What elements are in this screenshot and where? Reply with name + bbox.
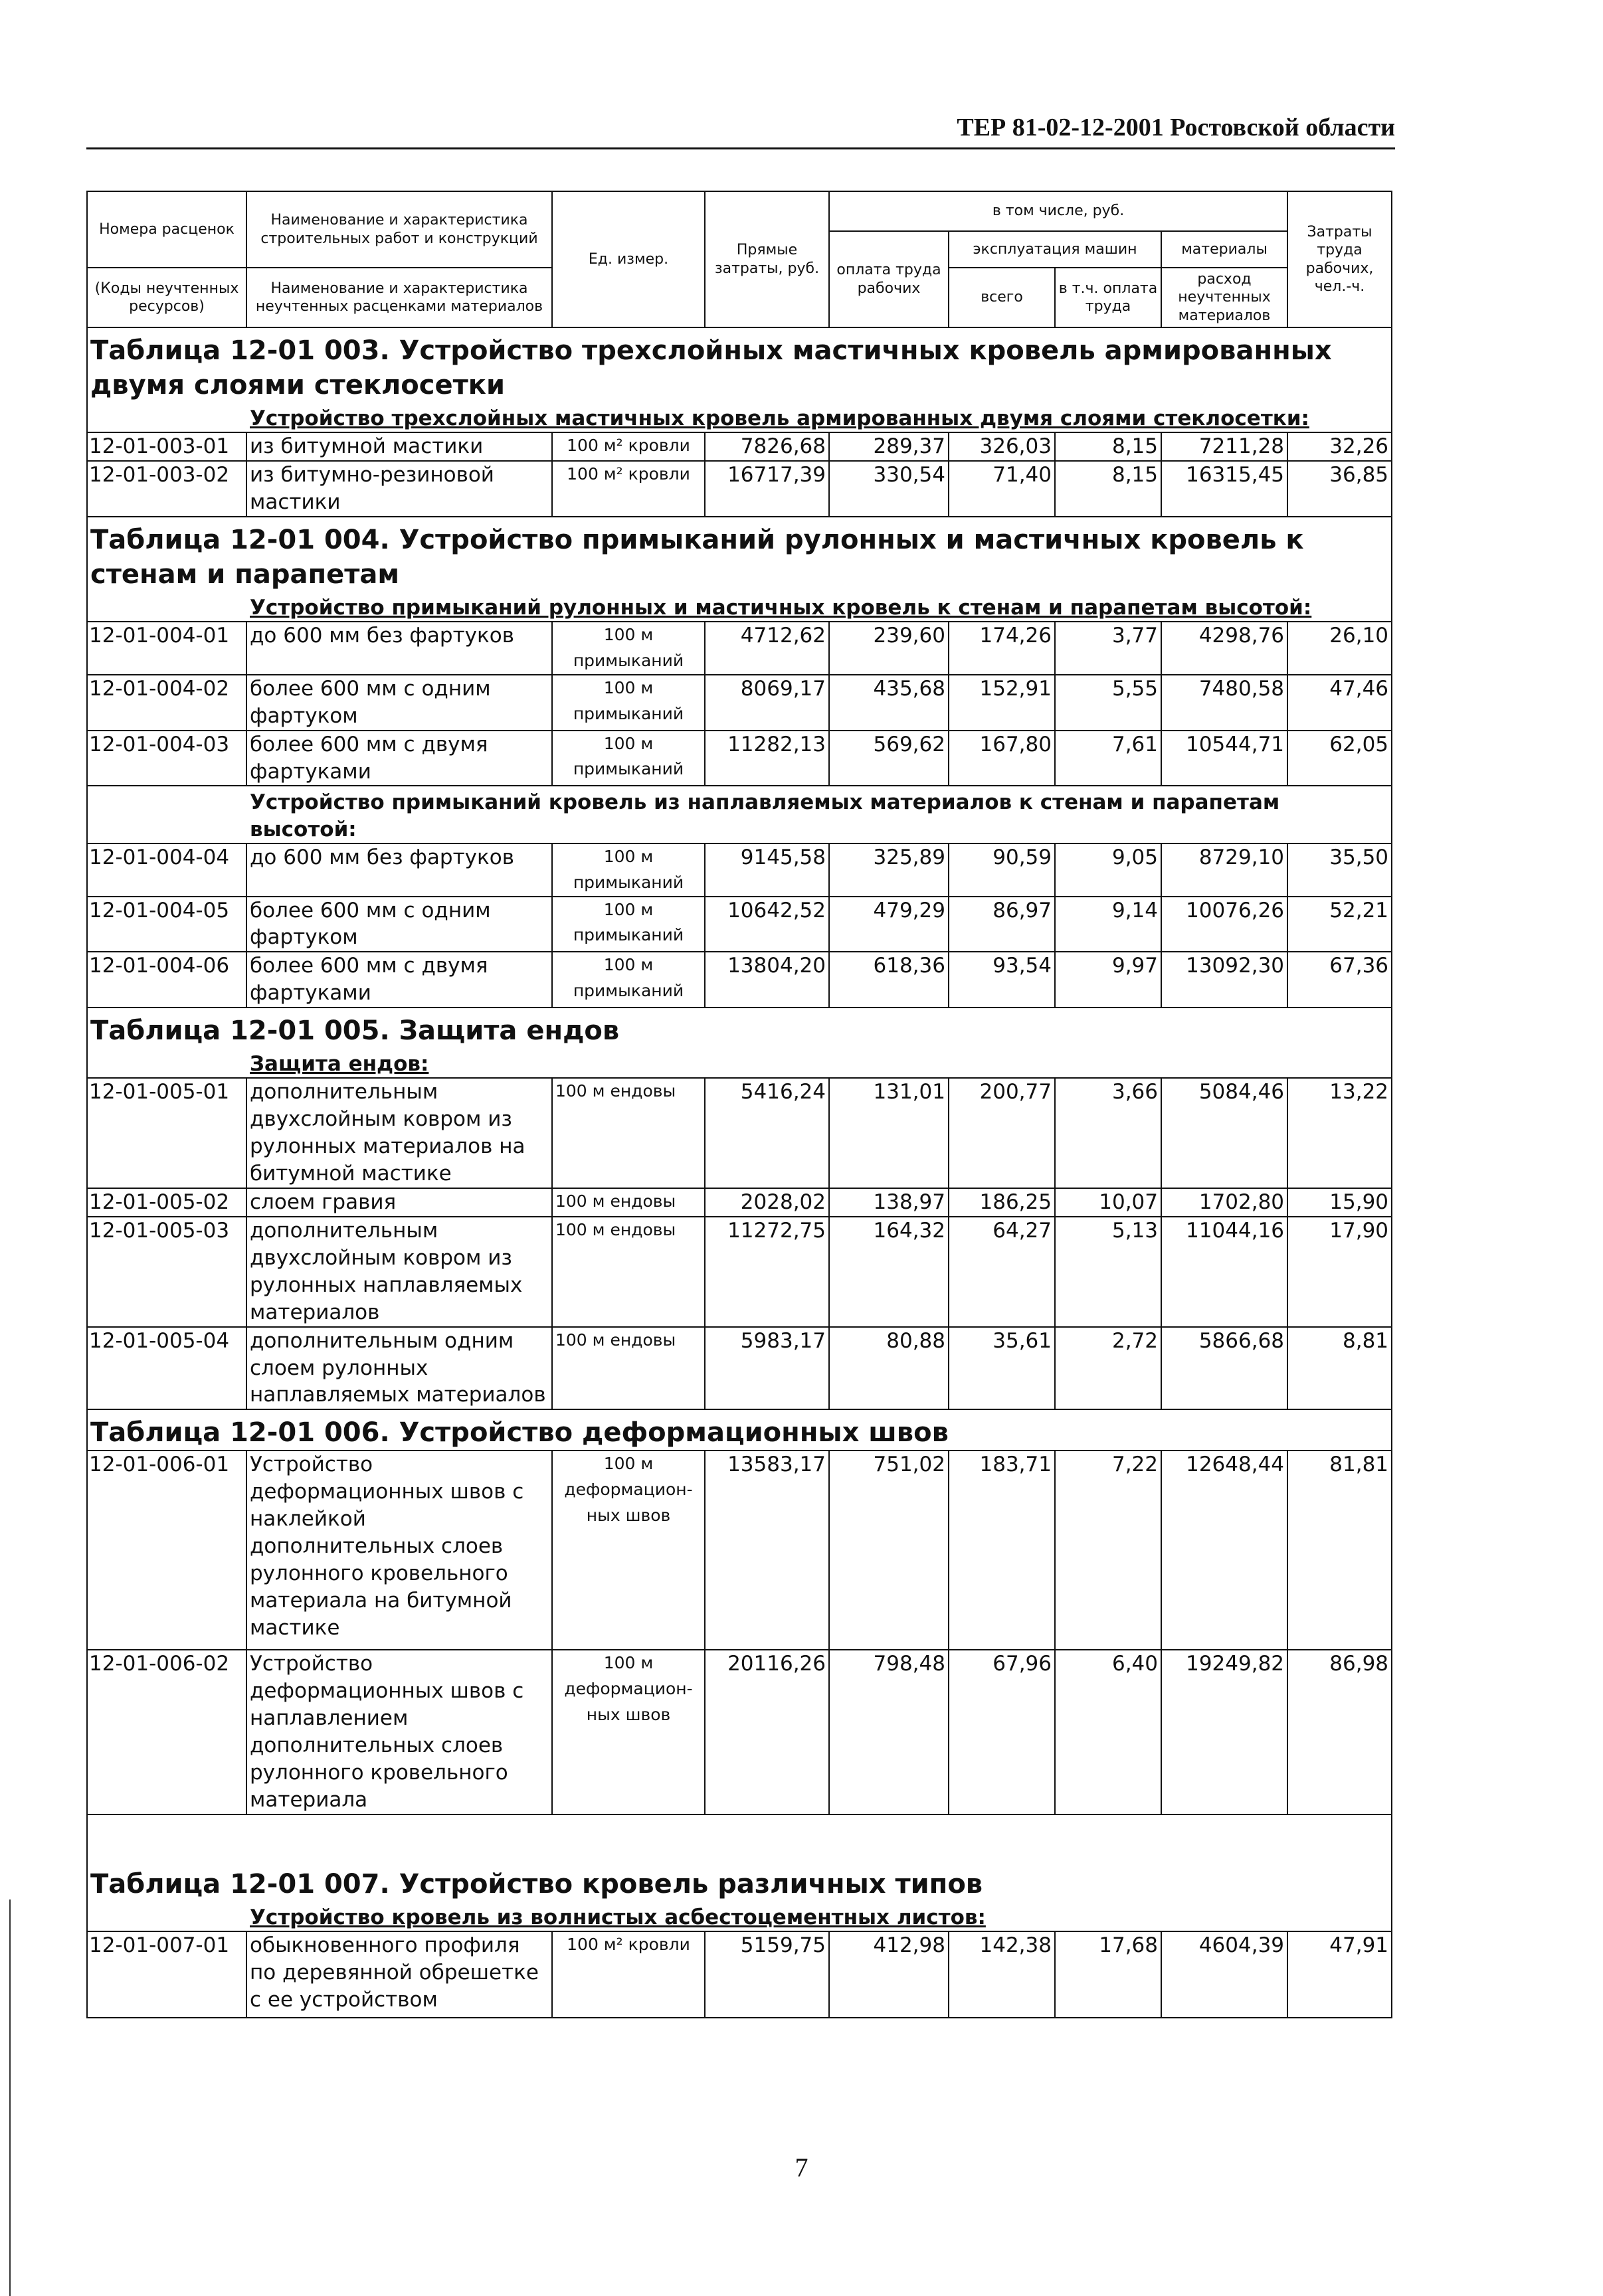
row-name: до 600 мм без фартуков <box>246 843 552 897</box>
row-code: 12-01-003-02 <box>87 461 246 517</box>
row-labor: 325,89 <box>829 843 949 897</box>
row-mach: 167,80 <box>949 731 1055 786</box>
row-unit: 100 м² кровли <box>552 432 705 461</box>
row-code: 12-01-005-02 <box>87 1188 246 1217</box>
row-hours: 52,21 <box>1287 897 1392 952</box>
section-title-003: Устройство трехслойных мастичных кровель армированных двумя слоями стеклосетки: <box>87 402 1392 432</box>
col-name-top: Наименование и характеристика строительных работ и конструкций <box>246 191 552 268</box>
row-mach: 200,77 <box>949 1078 1055 1188</box>
row-mach: 71,40 <box>949 461 1055 517</box>
row-direct: 5416,24 <box>705 1078 829 1188</box>
section-title-005: Защита ендов: <box>87 1048 1392 1078</box>
col-machines-total: всего <box>949 268 1055 327</box>
row-name: Устройство деформационных швов с наклейкой дополнительных слоев рулонного кровельного материала на битумной мастике <box>246 1451 552 1650</box>
row-mat: 16315,45 <box>1161 461 1287 517</box>
row-labor: 80,88 <box>829 1327 949 1410</box>
rates-table <box>86 191 1392 2018</box>
row-name: более 600 мм с двумя фартуками <box>246 952 552 1008</box>
row-mach: 64,27 <box>949 1217 1055 1327</box>
row-mach-labor: 8,15 <box>1055 461 1161 517</box>
row-mach-labor: 5,55 <box>1055 675 1161 731</box>
row-code: 12-01-005-01 <box>87 1078 246 1188</box>
row-hours: 32,26 <box>1287 432 1392 461</box>
table-title-005: Таблица 12-01 005. Защита ендов <box>87 1008 1392 1048</box>
header-rule <box>86 147 1395 149</box>
row-mach-labor: 8,15 <box>1055 432 1161 461</box>
row-direct: 8069,17 <box>705 675 829 731</box>
row-code: 12-01-004-05 <box>87 897 246 952</box>
row-name: дополнительным двухслойным ковром из рулонных наплавляемых материалов <box>246 1217 552 1327</box>
table-row <box>87 1217 1392 1327</box>
row-mat: 13092,30 <box>1161 952 1287 1008</box>
row-direct: 2028,02 <box>705 1188 829 1217</box>
table-row <box>87 952 1392 1008</box>
page-header: ТЕР 81-02-12-2001 Ростовской области <box>957 114 1395 141</box>
row-direct: 4712,62 <box>705 622 829 675</box>
row-direct: 11282,13 <box>705 731 829 786</box>
row-hours: 62,05 <box>1287 731 1392 786</box>
row-mach-labor: 10,07 <box>1055 1188 1161 1217</box>
row-unit: 100 м примыканий <box>552 622 705 675</box>
row-unit: 100 м примыканий <box>552 897 705 952</box>
row-mach: 90,59 <box>949 843 1055 897</box>
row-name: дополнительным двухслойным ковром из рулонных материалов на битумной мастике <box>246 1078 552 1188</box>
col-labor-cost: Затраты труда рабочих, чел.-ч. <box>1287 191 1392 327</box>
row-labor: 435,68 <box>829 675 949 731</box>
table-spacer <box>87 1814 1392 1862</box>
col-name-bottom: Наименование и характеристика неучтенных расценками материалов <box>246 268 552 327</box>
col-materials: материалы <box>1161 231 1287 268</box>
row-mach-labor: 9,05 <box>1055 843 1161 897</box>
row-unit: 100 м ендовы <box>552 1217 705 1327</box>
table-row <box>87 675 1392 731</box>
row-name: более 600 мм с двумя фартуками <box>246 731 552 786</box>
row-mach-labor: 7,61 <box>1055 731 1161 786</box>
row-hours: 35,50 <box>1287 843 1392 897</box>
row-hours: 81,81 <box>1287 1451 1392 1650</box>
table-row <box>87 897 1392 952</box>
row-unit: 100 м примыканий <box>552 952 705 1008</box>
row-unit: 100 м² кровли <box>552 461 705 517</box>
row-code: 12-01-004-06 <box>87 952 246 1008</box>
row-labor: 239,60 <box>829 622 949 675</box>
row-mat: 7480,58 <box>1161 675 1287 731</box>
row-mat: 1702,80 <box>1161 1188 1287 1217</box>
row-mach-labor: 9,97 <box>1055 952 1161 1008</box>
row-mat: 12648,44 <box>1161 1451 1287 1650</box>
row-mach-labor: 3,77 <box>1055 622 1161 675</box>
row-unit: 100 м деформацион-ных швов <box>552 1451 705 1650</box>
row-labor: 330,54 <box>829 461 949 517</box>
col-incl: в том числе, руб. <box>829 191 1287 231</box>
row-mach: 174,26 <box>949 622 1055 675</box>
table-row <box>87 1078 1392 1188</box>
table-row <box>87 843 1392 897</box>
row-hours: 36,85 <box>1287 461 1392 517</box>
row-mach: 35,61 <box>949 1327 1055 1410</box>
row-mach: 86,97 <box>949 897 1055 952</box>
row-labor: 412,98 <box>829 1931 949 2018</box>
col-code-top: Номера расценок <box>87 191 246 268</box>
table-row <box>87 622 1392 675</box>
row-mach-labor: 2,72 <box>1055 1327 1161 1410</box>
row-name: из битумно-резиновой мастики <box>246 461 552 517</box>
row-code: 12-01-005-03 <box>87 1217 246 1327</box>
table-title-006: Таблица 12-01 006. Устройство деформационных швов <box>87 1409 1392 1451</box>
col-machines: эксплуатация машин <box>949 231 1161 268</box>
col-code-bottom: (Коды неучтенных ресурсов) <box>87 268 246 327</box>
row-hours: 17,90 <box>1287 1217 1392 1327</box>
row-code: 12-01-007-01 <box>87 1931 246 2018</box>
table-header <box>87 191 1392 327</box>
row-labor: 569,62 <box>829 731 949 786</box>
row-mach: 183,71 <box>949 1451 1055 1650</box>
row-labor: 798,48 <box>829 1650 949 1814</box>
row-hours: 26,10 <box>1287 622 1392 675</box>
row-hours: 8,81 <box>1287 1327 1392 1410</box>
row-unit: 100 м примыканий <box>552 843 705 897</box>
table-row <box>87 1451 1392 1650</box>
col-labor-pay: оплата труда рабочих <box>829 231 949 327</box>
row-mat: 10544,71 <box>1161 731 1287 786</box>
row-name: более 600 мм с одним фартуком <box>246 675 552 731</box>
table-row <box>87 1327 1392 1410</box>
row-direct: 13804,20 <box>705 952 829 1008</box>
col-machines-labor: в т.ч. оплата труда <box>1055 268 1161 327</box>
table-title-003: Таблица 12-01 003. Устройство трехслойных мастичных кровель армированных двумя слоями стеклосетки <box>87 327 1392 402</box>
table-row <box>87 1931 1392 2018</box>
row-code: 12-01-004-03 <box>87 731 246 786</box>
row-mat: 7211,28 <box>1161 432 1287 461</box>
row-mach: 93,54 <box>949 952 1055 1008</box>
row-direct: 20116,26 <box>705 1650 829 1814</box>
row-mat: 11044,16 <box>1161 1217 1287 1327</box>
col-direct: Прямые затраты, руб. <box>705 191 829 327</box>
row-code: 12-01-004-02 <box>87 675 246 731</box>
row-unit: 100 м деформацион-ных швов <box>552 1650 705 1814</box>
section-title-007: Устройство кровель из волнистых асбестоцементных листов: <box>87 1901 1392 1931</box>
row-mat: 5084,46 <box>1161 1078 1287 1188</box>
row-code: 12-01-004-04 <box>87 843 246 897</box>
rates-document <box>86 191 1391 2018</box>
section-title-004-2: Устройство примыканий кровель из наплавляемых материалов к стенам и парапетам высотой: <box>87 786 1392 843</box>
table-row <box>87 432 1392 461</box>
row-code: 12-01-006-02 <box>87 1650 246 1814</box>
row-mach-labor: 6,40 <box>1055 1650 1161 1814</box>
row-name: из битумной мастики <box>246 432 552 461</box>
row-code: 12-01-003-01 <box>87 432 246 461</box>
row-labor: 131,01 <box>829 1078 949 1188</box>
table-title-007: Таблица 12-01 007. Устройство кровель различных типов <box>87 1862 1392 1901</box>
row-mat: 4298,76 <box>1161 622 1287 675</box>
row-unit: 100 м² кровли <box>552 1931 705 2018</box>
row-hours: 47,91 <box>1287 1931 1392 2018</box>
row-unit: 100 м ендовы <box>552 1327 705 1410</box>
row-mat: 8729,10 <box>1161 843 1287 897</box>
row-hours: 67,36 <box>1287 952 1392 1008</box>
row-unit: 100 м ендовы <box>552 1078 705 1188</box>
row-direct: 5983,17 <box>705 1327 829 1410</box>
table-title-004: Таблица 12-01 004. Устройство примыканий рулонных и мастичных кровель к стенам и парапетам <box>87 517 1392 592</box>
row-name: Устройство деформационных швов с наплавлением дополнительных слоев рулонного кровельного материала <box>246 1650 552 1814</box>
row-hours: 47,46 <box>1287 675 1392 731</box>
scan-margin-line <box>9 1899 11 2296</box>
row-direct: 16717,39 <box>705 461 829 517</box>
row-unit: 100 м ендовы <box>552 1188 705 1217</box>
row-mach-labor: 5,13 <box>1055 1217 1161 1327</box>
row-hours: 15,90 <box>1287 1188 1392 1217</box>
row-direct: 10642,52 <box>705 897 829 952</box>
row-mach: 67,96 <box>949 1650 1055 1814</box>
row-mat: 5866,68 <box>1161 1327 1287 1410</box>
table-row <box>87 461 1392 517</box>
row-direct: 11272,75 <box>705 1217 829 1327</box>
row-unit: 100 м примыканий <box>552 731 705 786</box>
row-code: 12-01-005-04 <box>87 1327 246 1410</box>
row-mat: 19249,82 <box>1161 1650 1287 1814</box>
row-mach: 142,38 <box>949 1931 1055 2018</box>
col-materials-unaccounted: расход неучтенных материалов <box>1161 268 1287 327</box>
row-unit: 100 м примыканий <box>552 675 705 731</box>
row-mach: 186,25 <box>949 1188 1055 1217</box>
row-name: дополнительным одним слоем рулонных наплавляемых материалов <box>246 1327 552 1410</box>
row-mach-labor: 17,68 <box>1055 1931 1161 2018</box>
row-name: более 600 мм с одним фартуком <box>246 897 552 952</box>
col-unit: Ед. измер. <box>552 191 705 327</box>
row-mach-labor: 7,22 <box>1055 1451 1161 1650</box>
row-direct: 13583,17 <box>705 1451 829 1650</box>
section-title-004-1: Устройство примыканий рулонных и мастичных кровель к стенам и парапетам высотой: <box>87 592 1392 622</box>
page-number: 7 <box>795 2153 808 2182</box>
row-mach: 326,03 <box>949 432 1055 461</box>
row-code: 12-01-004-01 <box>87 622 246 675</box>
row-labor: 164,32 <box>829 1217 949 1327</box>
row-direct: 9145,58 <box>705 843 829 897</box>
row-labor: 289,37 <box>829 432 949 461</box>
row-labor: 618,36 <box>829 952 949 1008</box>
row-hours: 86,98 <box>1287 1650 1392 1814</box>
row-name: до 600 мм без фартуков <box>246 622 552 675</box>
row-mach-labor: 3,66 <box>1055 1078 1161 1188</box>
row-name: слоем гравия <box>246 1188 552 1217</box>
row-mach: 152,91 <box>949 675 1055 731</box>
row-name: обыкновенного профиля по деревянной обрешетке с ее устройством <box>246 1931 552 2018</box>
row-hours: 13,22 <box>1287 1078 1392 1188</box>
row-mach-labor: 9,14 <box>1055 897 1161 952</box>
row-labor: 138,97 <box>829 1188 949 1217</box>
row-direct: 7826,68 <box>705 432 829 461</box>
row-labor: 479,29 <box>829 897 949 952</box>
row-mat: 4604,39 <box>1161 1931 1287 2018</box>
table-row <box>87 1188 1392 1217</box>
table-row <box>87 731 1392 786</box>
table-row <box>87 1650 1392 1814</box>
table-body <box>87 327 1392 2018</box>
row-labor: 751,02 <box>829 1451 949 1650</box>
row-direct: 5159,75 <box>705 1931 829 2018</box>
row-code: 12-01-006-01 <box>87 1451 246 1650</box>
row-mat: 10076,26 <box>1161 897 1287 952</box>
